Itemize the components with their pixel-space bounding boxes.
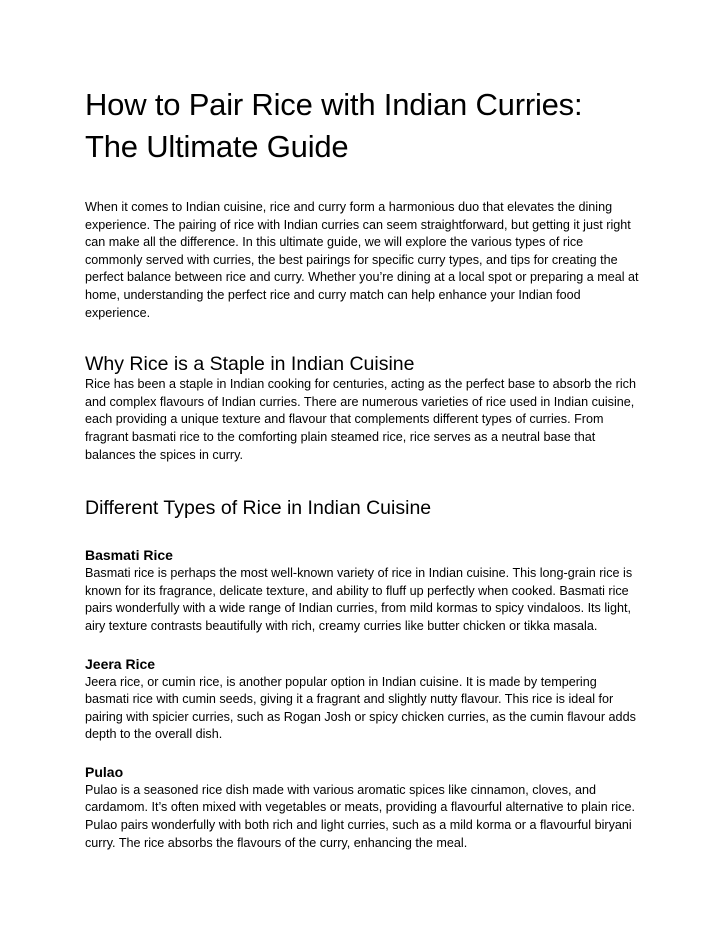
subheading-jeera-rice: Jeera Rice [85,655,156,672]
section-heading-why-rice: Why Rice is a Staple in Indian Cuisine [85,353,415,376]
subheading-pulao: Pulao [85,763,124,780]
body-pulao: Pulao is a seasoned rice dish made with various aromatic spices like cinnamon, cloves, and cardamom. It’s often mixed with vegetables or meats, providing a flavourful alternative to plain rice. Pulao pairs wonderfully with both rich and light curries, such as a mild korma or a flavourful biryani curry. The rice absorbs the flavours of the curry, enhancing the meal. [85,782,635,850]
section-heading-rice-types: Different Types of Rice in Indian Cuisine [85,497,432,520]
intro-paragraph: When it comes to Indian cuisine, rice and curry form a harmonious duo that elevates the dining experience. The pairing of rice with Indian curries can seem straightforward, but getting it just right can make all the difference. In this ultimate guide, we will explore the various types of rice commonly served with curries, the best pairings for specific curry types, and tips for creating the perfect balance between rice and curry. Whether you’re dining at a local spot or preparing a meal at home, understanding the perfect rice and curry match can help enhance your Indian food experience. [85,200,639,320]
document-title: How to Pair Rice with Indian Curries: The Ultimate Guide [85,87,583,164]
document-page [85,84,640,852]
section-body-why-rice: Rice has been a staple in Indian cooking for centuries, acting as the perfect base to absorb the rich and complex flavours of Indian curries. There are numerous varieties of rice used in Indian cuisine, each providing a unique texture and flavour that complements different types of curries. From fragrant basmati rice to the comforting plain steamed rice, rice serves as a neutral base that balances the spices in curry. [85,377,636,462]
body-basmati-rice: Basmati rice is perhaps the most well-known variety of rice in Indian cuisine. This long-grain rice is known for its fragrance, delicate texture, and ability to fluff up perfectly when cooked. Basmati rice pairs wonderfully with a wide range of Indian curries, from mild kormas to spicy vindaloos. Its light, airy texture contrasts beautifully with rich, creamy curries like butter chicken or tikka masala. [85,566,633,633]
body-jeera-rice: Jeera rice, or cumin rice, is another popular option in Indian cuisine. It is made by tempering basmati rice with cumin seeds, giving it a fragrant and slightly nutty flavour. This rice is ideal for pairing with spicier curries, such as Rogan Josh or spicy chicken curries, as the cumin flavour adds depth to the overall dish. [85,674,636,742]
subheading-basmati-rice: Basmati Rice [85,547,173,564]
